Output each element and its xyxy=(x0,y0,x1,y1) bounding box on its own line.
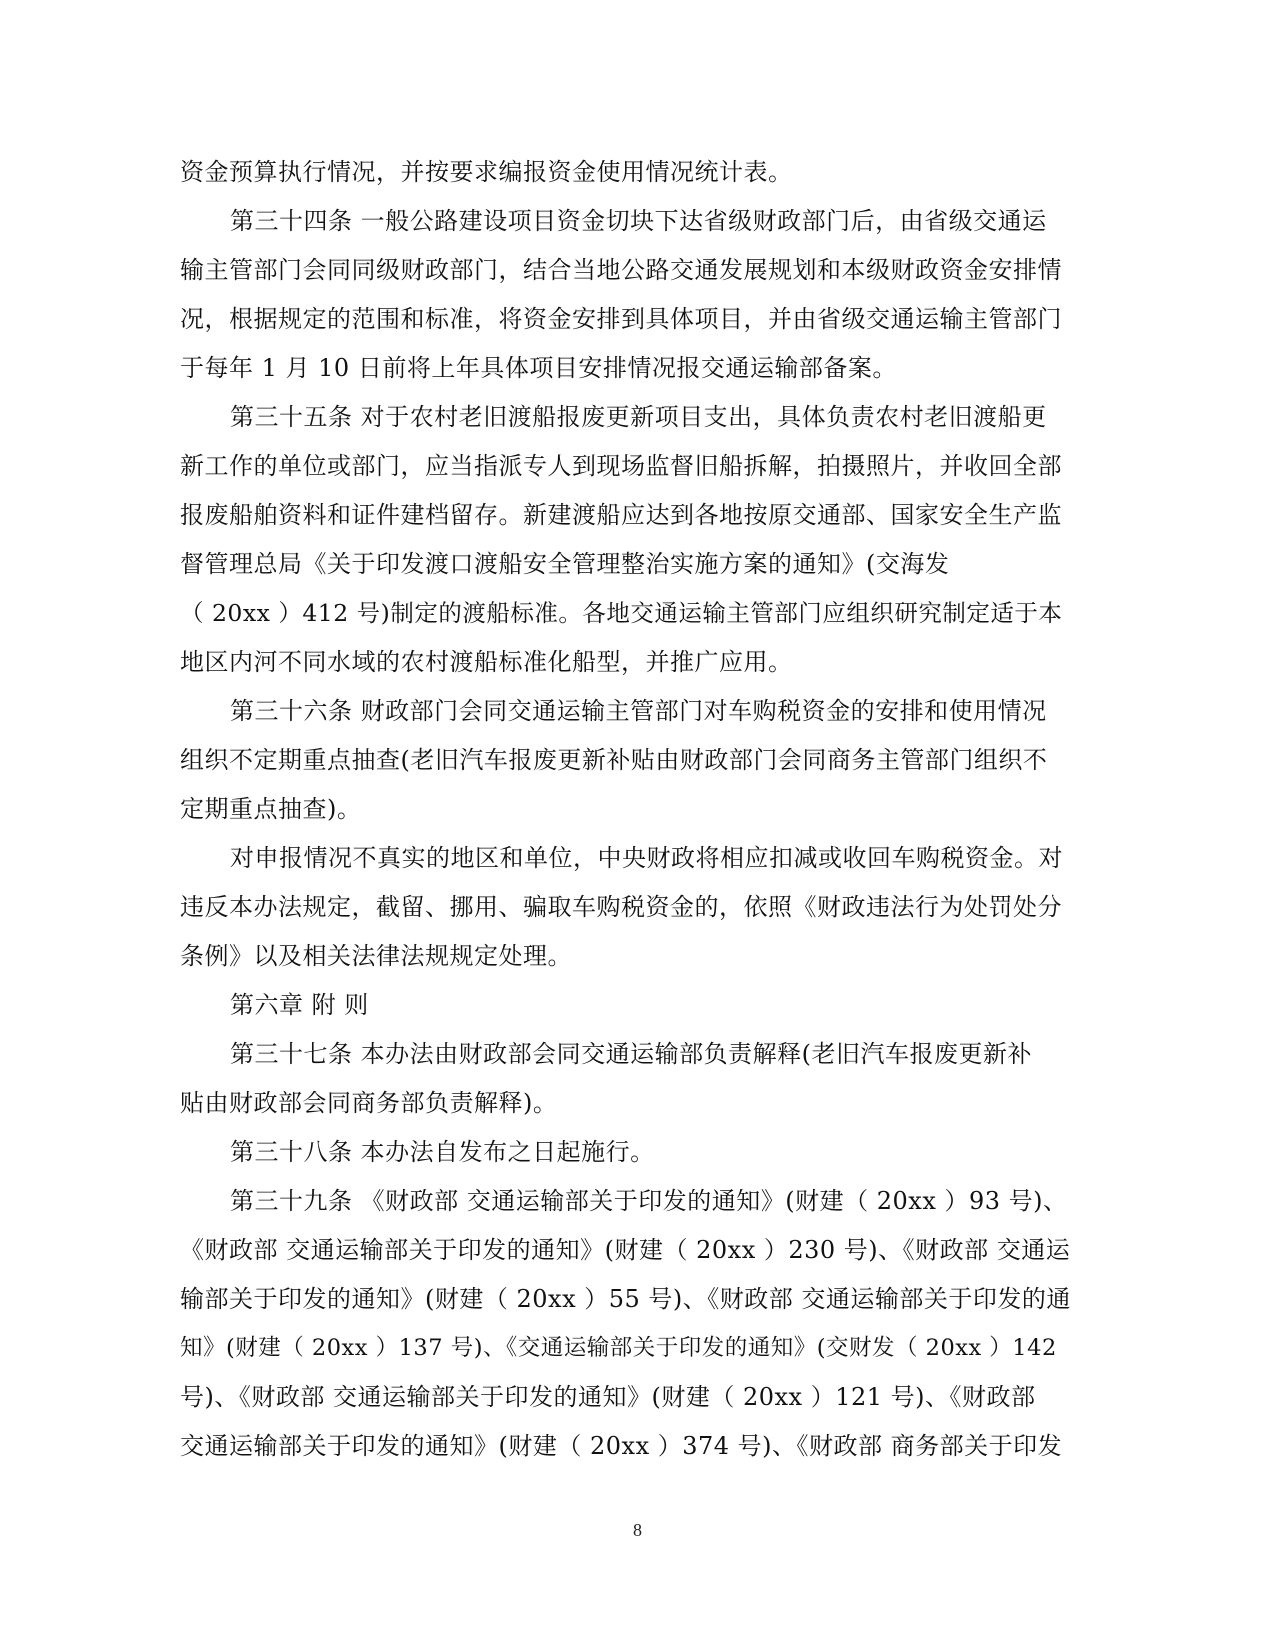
text-line: 定期重点抽查)。 xyxy=(180,795,362,823)
page-number: 8 xyxy=(633,1520,642,1540)
text-line: 号)、《财政部 交通运输部关于印发的通知》(财建（ 20xx ）121 号)、《财政部 xyxy=(180,1383,1036,1411)
text-line: 输部关于印发的通知》(财建（ 20xx ）55 号)、《财政部 交通运输部关于印发的通 xyxy=(180,1285,1071,1313)
text-line: 第三十四条 一般公路建设项目资金切块下达省级财政部门后，由省级交通运 xyxy=(230,207,1047,235)
text-line: 交通运输部关于印发的通知》(财建（ 20xx ）374 号)、《财政部 商务部关于印发 xyxy=(180,1432,1063,1460)
text-line: 报废船舶资料和证件建档留存。新建渡船应达到各地按原交通部、国家安全生产监 xyxy=(180,501,1062,529)
text-line: 贴由财政部会同商务部负责解释)。 xyxy=(180,1089,558,1117)
text-line: 于每年 1 月 10 日前将上年具体项目安排情况报交通运输部备案。 xyxy=(180,354,897,382)
text-line: 违反本办法规定，截留、挪用、骗取车购税资金的，依照《财政违法行为处罚处分 xyxy=(180,893,1062,921)
text-line: 《财政部 交通运输部关于印发的通知》(财建（ 20xx ）230 号)、《财政部 交通运 xyxy=(180,1236,1071,1264)
text-line: 第三十九条 《财政部 交通运输部关于印发的通知》(财建（ 20xx ）93 号)、 xyxy=(230,1187,1068,1215)
text-line: 组织不定期重点抽查(老旧汽车报废更新补贴由财政部门会同商务主管部门组织不 xyxy=(180,746,1048,774)
text-line: 第三十五条 对于农村老旧渡船报废更新项目支出，具体负责农村老旧渡船更 xyxy=(230,403,1047,431)
text-line: 第三十八条 本办法自发布之日起施行。 xyxy=(230,1138,655,1166)
text-line: 第三十七条 本办法由财政部会同交通运输部负责解释(老旧汽车报废更新补 xyxy=(230,1040,1032,1068)
text-line: 第三十六条 财政部门会同交通运输主管部门对车购税资金的安排和使用情况 xyxy=(230,697,1047,725)
text-line: 督管理总局《关于印发渡口渡船安全管理整治实施方案的通知》(交海发 xyxy=(180,550,950,578)
text-line: 第六章 附 则 xyxy=(230,991,369,1019)
text-line: 资金预算执行情况，并按要求编报资金使用情况统计表。 xyxy=(180,158,793,186)
text-line: 条例》以及相关法律法规规定处理。 xyxy=(180,942,572,970)
text-line: 地区内河不同水域的农村渡船标准化船型，并推广应用。 xyxy=(180,648,793,676)
text-line: 对申报情况不真实的地区和单位，中央财政将相应扣减或收回车购税资金。对 xyxy=(230,844,1063,872)
text-line: 知》(财建（ 20xx ）137 号)、《交通运输部关于印发的通知》(交财发（ 20xx ）142 xyxy=(180,1335,1057,1361)
text-line: 输主管部门会同同级财政部门，结合当地公路交通发展规划和本级财政资金安排情 xyxy=(180,256,1062,284)
text-line: 况，根据规定的范围和标准，将资金安排到具体项目，并由省级交通运输主管部门 xyxy=(180,305,1062,333)
document-body xyxy=(180,148,1075,1471)
text-line: （ 20xx ）412 号)制定的渡船标准。各地交通运输主管部门应组织研究制定适于本 xyxy=(180,599,1063,627)
text-line: 新工作的单位或部门，应当指派专人到现场监督旧船拆解，拍摄照片，并收回全部 xyxy=(180,452,1062,480)
